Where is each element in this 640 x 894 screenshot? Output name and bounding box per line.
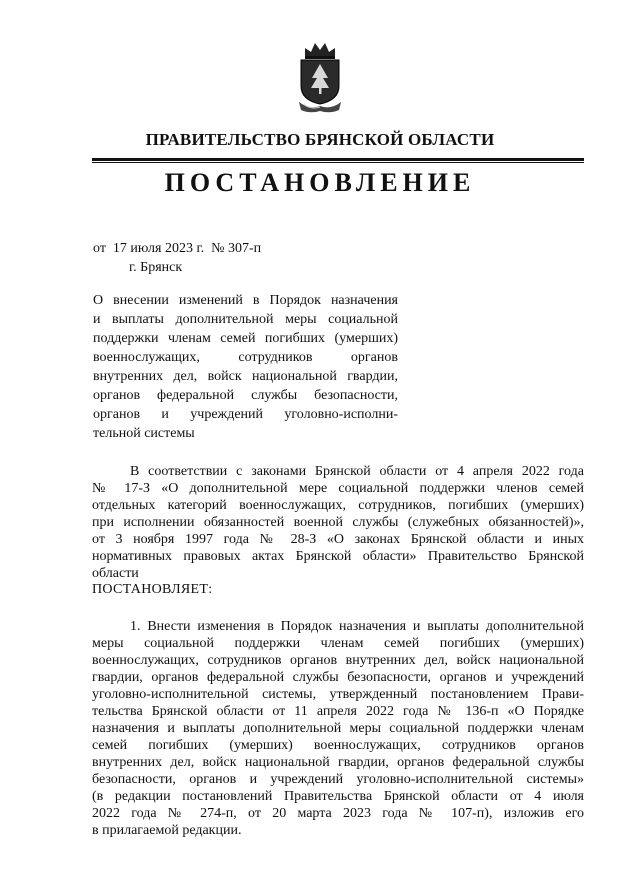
- item-1-line: 2022 года № 274-п, от 20 марта 2023 года № 107-п), изложив его: [92, 806, 584, 821]
- subject-line: внутренних дел, войск национальной гвардии,: [93, 369, 398, 384]
- item-1-line: в прилагаемой редакции.: [92, 823, 242, 838]
- subject-line: тельной системы: [93, 426, 195, 441]
- date-and-number: от 17 июля 2023 г. № 307-п: [93, 241, 262, 256]
- preamble-line: области: [92, 566, 139, 581]
- item-1-line: (в редакции постановлений Правительства Брянской области от 4 июля: [92, 789, 584, 804]
- header-divider-thick: [92, 158, 584, 161]
- preamble-line: при исполнении обязанностей военной службы (служебных обязанностей)»,: [92, 515, 584, 530]
- document-type-title: ПОСТАНОВЛЕНИЕ: [164, 168, 476, 197]
- item-1-line: тельства Брянской области от 11 апреля 2022 года № 136-п «О Порядке: [92, 704, 584, 719]
- header-divider-thin: [92, 162, 584, 163]
- item-1-line: семей погибших (умерших) военнослужащих, сотрудников органов: [92, 738, 584, 753]
- item-1-line: 1. Внести изменения в Порядок назначения и выплаты дополнительной: [130, 619, 584, 634]
- subject-line: военнослужащих, сотрудников органов: [93, 350, 398, 365]
- city: г. Брянск: [129, 260, 183, 275]
- organization-name: ПРАВИТЕЛЬСТВО БРЯНСКОЙ ОБЛАСТИ: [145, 130, 495, 149]
- item-1-line: гвардии, органов федеральной службы безопасности, органов и учреждений: [92, 670, 584, 685]
- preamble-line: отдельных категорий военнослужащих, сотрудников, погибших (умерших): [92, 498, 584, 513]
- item-1-line: уголовно-исполнительной системы, утвержденный постановлением Прави-: [92, 687, 584, 702]
- item-1-paragraph: [92, 618, 584, 839]
- item-1-line: военнослужащих, сотрудников органов внутренних дел, войск национальной: [92, 653, 584, 668]
- preamble-line: от 3 ноября 1997 года № 28-З «О законах Брянской области и иных: [92, 532, 584, 547]
- item-1-line: безопасности, органов и учреждений уголовно-исполнительной системы»: [92, 772, 584, 787]
- coat-of-arms-icon: [295, 40, 345, 114]
- item-1-line: меры социальной поддержки членам семей погибших (умерших): [92, 636, 584, 651]
- subject-line: органов и учреждений уголовно-исполни-: [93, 407, 398, 422]
- subject-line: и выплаты дополнительной меры социальной: [93, 312, 398, 327]
- preamble-paragraph: [92, 463, 584, 582]
- subject-line: поддержки членам семей погибших (умерших): [93, 331, 398, 346]
- item-1-line: назначения и выплаты дополнительной меры социальной поддержки членам: [92, 721, 584, 736]
- preamble-line: нормативных правовых актах Брянской области» Правительство Брянской: [92, 549, 584, 564]
- item-1-line: внутренних дел, войск национальной гвардии, органов федеральной службы: [92, 755, 584, 770]
- preamble-line: № 17-З «О дополнительной мере социальной поддержки членов семей: [92, 481, 584, 496]
- document-subject: [93, 291, 398, 443]
- preamble-line: В соответствии с законами Брянской области от 4 апреля 2022 года: [130, 464, 584, 479]
- subject-line: органов федеральной службы безопасности,: [93, 388, 398, 403]
- decree-word: ПОСТАНОВЛЯЕТ:: [92, 582, 213, 597]
- subject-line: О внесении изменений в Порядок назначения: [93, 293, 398, 308]
